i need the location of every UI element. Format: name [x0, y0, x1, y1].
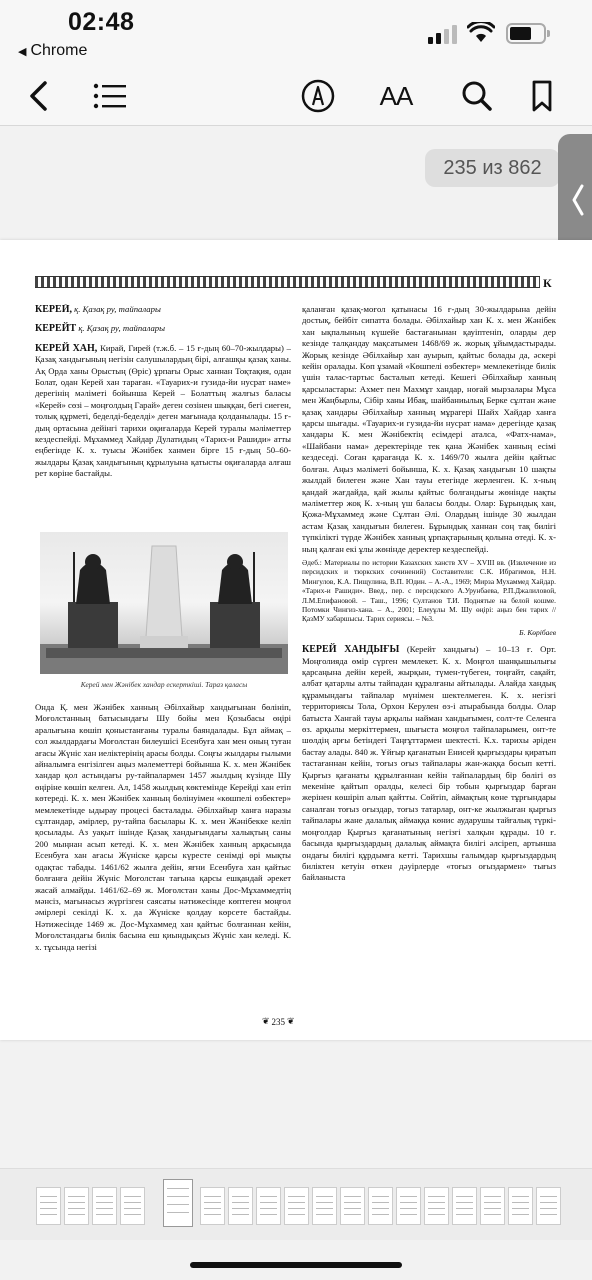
annotate-button[interactable] [300, 76, 336, 116]
left-column-upper [35, 304, 291, 530]
clock: 02:48 [68, 8, 135, 36]
thumbnail-strip[interactable] [0, 1168, 592, 1240]
page-thumbnail[interactable] [424, 1187, 449, 1225]
chevron-left-icon [28, 80, 48, 112]
monument-illustration [40, 532, 288, 674]
contents-button[interactable] [92, 76, 128, 116]
author-signature: Б. Көрібаев [519, 627, 556, 637]
page-thumbnail[interactable] [312, 1187, 337, 1225]
wifi-icon [467, 22, 495, 49]
pen-circle-icon [301, 79, 335, 113]
page-thumbnail[interactable] [284, 1187, 309, 1225]
right-column [302, 304, 556, 1014]
page-thumbnail[interactable] [200, 1187, 225, 1225]
entry-kerei: КЕРЕЙ, қ. Қазақ ру, тайпалары [35, 304, 161, 315]
battery-icon [506, 23, 546, 44]
page-thumbnail[interactable] [228, 1187, 253, 1225]
text-size-button[interactable]: AA [379, 80, 413, 111]
back-button[interactable] [22, 76, 54, 116]
back-triangle-icon: ◀ [18, 46, 27, 58]
cellular-signal-icon [428, 24, 458, 44]
ornament-right-icon: ❦ [287, 1016, 295, 1026]
page-thumbnail[interactable] [536, 1187, 561, 1225]
page-thumbnail[interactable] [508, 1187, 533, 1225]
entry-kereit: КЕРЕЙТ қ. Қазақ ру, тайпалары [35, 323, 166, 335]
page-number: ❦ 235 ❦ [262, 1016, 295, 1027]
search-button[interactable] [459, 76, 495, 116]
page-thumbnail[interactable] [368, 1187, 393, 1225]
home-indicator[interactable] [190, 1262, 402, 1268]
list-icon [93, 83, 127, 109]
page-counter: 235 из 862 [425, 149, 560, 187]
bookmark-button[interactable] [528, 76, 556, 116]
back-app-label: Chrome [30, 42, 88, 59]
page-thumbnail[interactable] [64, 1187, 89, 1225]
ornament-left-icon: ❦ [262, 1016, 270, 1026]
entry-kerei-khan: КЕРЕЙ ХАН, Кирай, Гирей (т.ж.б. – 15 ғ-дың 60–70-жылдары) – Қазақ хандығының негізін салушылардың бірі, алғашқы қазақ ханы. Ақ Орда ханы Орыстың (Өріс) ұрпағы Орыс ханнан Тоқтақия, одан Болат, одан Керей хан тараған. «Тауарих-и гузида-йи нусрат наме» дерегінің мәліметі бойынша Керей – Болаттың жалғыз баласы «Керей» сөзі – моңғолдың Гарай» деген сөзінен шыққан, бегі сиеген, толық құрметі, беделді-беделді» деген мағынада қолданылады. 15 ғ-дың ортасына дейінгі тарихи оқиғаларда Керей туралы мәліметтер кездеспейді. Мұхаммед Хайдар Дулатидың «Тарих-и Рашиди» атты еңбегінде К. х. туысы Жәнібек ханмен бірге 15 ғ-дың 50–60-жылдары Қазақ хандығының құрылуына қатысты оқиғаларда алғаш рет көріне бастайды. [35, 342, 291, 479]
kerei-khan-conclusion: қаланған қазақ-моғол қатынасы 16 ғ-дың 30-жылдарына дейін достық, бейбіт сипатта болады. Әбілхайыр хан К. х. мен Жәнібек хан ықпалының күшейе бастағанынан қауіптеніп, оларды дер кезінде талқандау мақсатымен 1468/69 ж. жорық ұйымдастырады. Жорық кезінде Әбілхайыр хан ауырып, қайтыс болады да, әскері кейін оралады. Көп ұзамай «Көшпелі өзбектер» мемлекетінде билік үшін талас-тартыс басталып кетеді. Кешегі Әбілхайыр ханның қарсыластары: Ахмет пен Махмұт хандар, ноғай мырзалары Мұса мен Жаңбырлы, Сібір ханы Ибақ, шайбаниылық Берке сұлтан және қазақ хандары Әбілхайыр ханның мұрагері Шайх Хайдар ханға қарсы шығады. «Тауарих-и гузида-йи нусрат нама» дерегінде қазақ хандары К. мен Жәнібектің есімдері аталса, «Фатх-нама», «Шайбани нама» деректерінде тек қана Жәнібек ханның есімі кездеседі. Соған қарағанда К. х. 1469/70 жылға дейін қайтыс болған. Аңыз мәліметі бойынша, К. х. Қазақ хандығын 10 шақты жылдай билеген және Хан тауы етегінде жерленген. К. х-ның қандай жағдайда, қай жылы қайтыс болғандығы жөнінде нақты мәліметтер жоқ К. х-ның үш баласы болды. Олар: Бұрындық хан, Қожа-Мұхаммед және Сұлтан Әлі. Олардың ішінде 30 жылдан астам Қазақ хандығын билеген. Бұрындық ханнан соң тақ билігі түпкілікті түрде Жәнібек ханның ұрпақтарының қолына өтеді. К. х-ның қалған екі ұлы жөнінде деректер кездеспейді. [302, 304, 556, 554]
bookmark-icon [531, 80, 553, 112]
page-thumbnail[interactable] [92, 1187, 117, 1225]
page-thumbnail[interactable] [452, 1187, 477, 1225]
left-column-lower [35, 702, 291, 1014]
photo-caption: Керей мен Жәнібек хандар ескерткіші. Тараз қаласы [80, 680, 248, 689]
entry-kerei-khandygy: КЕРЕЙ ХАНДЫҒЫ (Керейт хандығы) – 10–13 ғ. Орт. Моңғолияда өмір сүрген мемлекет. К. х. Моңғол шанқышылығы қарсаңына дейін керей, жырқын, түмен-түбеген, тоңғайт, сақайт, албат қатарлы алты тайпадан құралғаны айтылады. Алайда хандық құрамындағы тайпалар мүнімен шектелмеген. К. х. негізгі территориясы Тола, Орхон Керулен өз-і атырабында болды. Олар батыста Хангай тауы арқылы найман хандығымен, солт-те Селенга өз. арқылы меркіттермен, шығыста моңғол тайпаларымен, онт-те шөлдің арғы бетіндегі Таңғұттармен шектесті. К.х. тарихы әріден бастау алады. 840 ж. Ұйғыр қағанатын Енисей қырғыздары қиратып тастағаннан кейін, тоғыз оғыз тайпалары жан-жаққа босып кетті. Қырғыз қағанаты құрылғаннан кейін тайпалардың бір бөлігі өз мекеніне қайтып оралды, келесі бір тобын қырғыздар барған жерінен көшіріп алып қайтты. Сөйтіп, аймақтың көне тұрғындары саналған тоғыз оғыздар, тоғыз татарлар, онт-ке жылжыған қырғыз тайпалары жане далалық аймаққа көнис аударушы тайғалық түркі-моңғолдар Қырғыз қағанатының негізгі халқын құрады. 10 ғ. басында қырғыздардың далалық аймақта билігі әлсіреп, артынша ондағы билігі құрдымға кетті. Тарихшы ғалымдар қырғыздардың биліктен кетуін өткен дәуірлерде «тоғыз оғыздармен» тығыз байланыста [302, 644, 556, 883]
page-thumbnail[interactable] [36, 1187, 61, 1225]
page-thumbnail[interactable] [396, 1187, 421, 1225]
back-to-app-link[interactable] [18, 42, 87, 60]
current-page-thumbnail[interactable] [163, 1179, 193, 1227]
references: Әдеб.: Материалы по истории Казахских ханств XV – XVIII вв. (Извлечение из персидских и тюркских сочинений) Составители: С.К. Ибрагимов, Н.Н. Мингулов, К.А. Пищулина, В.П. Юдин. – А.-А., 1969; Мирза Мухаммед Хайдар. «Тарих-и Рашиди». Введ., пер. с персидского А.Урунбаева, Р.П.Джалиловой, Л.М.Епифановой. – Таш., 1996; Султанов Т.И. Поднятые на белой кошме. Потомки Чингиз-хана. – А., 2001; Елеуұлы М. Шу өңірі: аңыз бен тарих // ҚазМУ хабаршысы. Тарих сериясы. – №3. [302, 557, 556, 624]
header-ornament [35, 276, 540, 288]
reader-toolbar [0, 66, 592, 126]
page-thumbnail[interactable] [120, 1187, 145, 1225]
page-thumbnail[interactable] [340, 1187, 365, 1225]
monument-photo [40, 532, 288, 674]
chevron-left-icon [571, 183, 585, 217]
page-thumbnail[interactable] [480, 1187, 505, 1225]
page-thumbnail[interactable] [256, 1187, 281, 1225]
book-page[interactable] [0, 240, 592, 1040]
section-letter: К [543, 276, 552, 290]
status-bar [0, 0, 592, 66]
kerei-khan-continued: Онда Қ. мен Жәнібек ханның Әбілхайыр хандығынан бөлініп, Моғолстанның батысындағы Шу бойы мен Қозыбасы өңірі аралығына көшіп қоныстанғаны туралы баяндалады. Бұл аймақ – сол жылдардағы Моғолстан билеушісі Есенбуға хан мен оның туған ағасы Жүніс хан иеліктерінің арасы болды. Соңғы жылдары ғылыми айналымға енгізілген аңыз мәлеметтері бойынша К. х. мен Жәнібек хандар қол астындағы ру-тайпалармен 1457 жылдың күзінде Шу өңіріне көшіп келген. Ал, 1458 жылдың көктемінде Керейді хан етіп көтереді. К. х. мен Жәнібек ханның бөлінуімен «көшпелі өзбектер» мемлекетінде ыдырау процесі басталады. Әбілхайыр ханға наразы сұлтандар, әмірлер, ру-тайпа басылары К. х. мен Жәнібекке келіп қосылады. Аз уақыт ішінде Қазақ хандығындағы халықтың саны 200 мыңнан асып кетеді. К. х. мен Жәнібек ханның арқасында Есенбуға хан ағасы Жүніске қарсы күресте сенімді өрі мықты одақтас табады. 1461/62 жылға дейін, яғни Есенбуға хан қайтыс болғанға дейін Жүніс Моғолстан тағына қарсы ешқандай әрекет жасай алмайды. 1461/62–69 ж. Моғолстан ханы Дос-Мұхаммедтің мәнсіз, мағынасыз жүргізген саясаты нәтижесінде көптеген моңғол әмірлері секілді К. х. да Жүніске қолдау көрсете бастайды. Нәтижесінде 1469 ж. Дос-Мұхаммед хан қайтыс болғаннан кейін, Моғолстандағы билік басына еш қиындықсыз Жүніс хан келеді. К. х. тұсында негізі [35, 702, 291, 952]
search-icon [461, 80, 493, 112]
